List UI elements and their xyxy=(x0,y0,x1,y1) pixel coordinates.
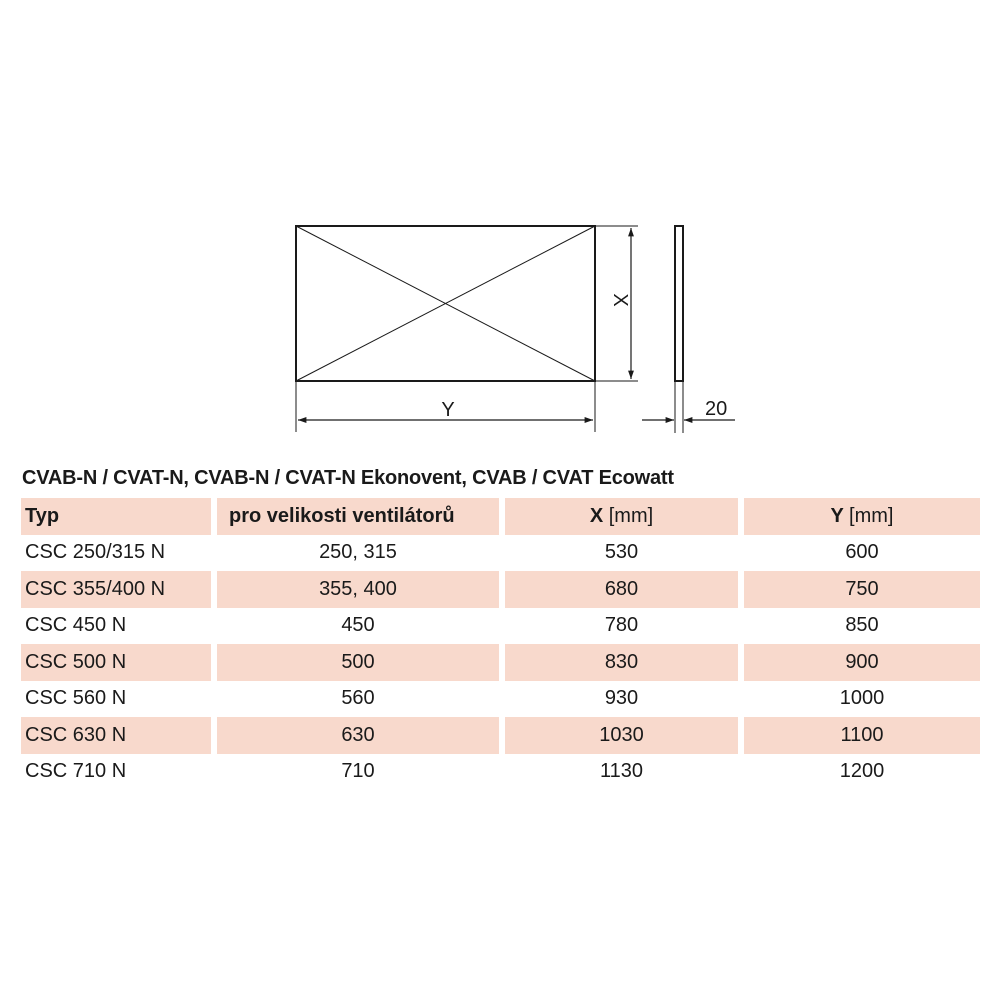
cell-y: 1000 xyxy=(839,687,885,710)
cell-ventilator: 500 xyxy=(217,644,499,681)
cell-y: 900 xyxy=(744,644,980,681)
cell-typ: CSC 250/315 N xyxy=(25,541,166,564)
header-x-label: X xyxy=(589,504,604,527)
cell-x: 830 xyxy=(505,644,738,681)
dimension-table xyxy=(15,498,986,790)
table-row xyxy=(21,681,980,718)
table-header-row xyxy=(21,498,980,535)
cell-typ: CSC 355/400 N xyxy=(21,571,211,608)
cell-typ: CSC 630 N xyxy=(21,717,211,754)
cell-x: 680 xyxy=(505,571,738,608)
header-y-unit: [mm] xyxy=(849,504,894,527)
cell-x: 1030 xyxy=(505,717,738,754)
cell-ventilator: 630 xyxy=(217,717,499,754)
cell-x: 780 xyxy=(604,614,639,637)
cell-ventilator: 250, 315 xyxy=(319,541,397,564)
cell-ventilator: 355, 400 xyxy=(217,571,499,608)
dimension-y-label: Y xyxy=(441,399,455,421)
header-ventilator: pro velikosti ventilátorů xyxy=(217,498,499,535)
header-typ: Typ xyxy=(21,498,211,535)
header-y-label: Y xyxy=(830,504,844,527)
cell-x: 1130 xyxy=(599,760,643,783)
table-title: CVAB-N / CVAT-N, CVAB-N / CVAT-N Ekonovent, CVAB / CVAT Ecowatt xyxy=(22,467,674,489)
table-row xyxy=(21,644,980,681)
thickness-label: 20 xyxy=(705,398,728,420)
header-x xyxy=(505,498,738,535)
cell-typ: CSC 710 N xyxy=(25,760,127,783)
filter-side-view xyxy=(675,226,683,381)
table-row xyxy=(21,571,980,608)
filter-dimension-drawing xyxy=(0,0,1000,450)
table-row xyxy=(21,535,980,572)
cell-ventilator: 450 xyxy=(341,614,375,637)
header-y xyxy=(744,498,980,535)
cell-ventilator: 710 xyxy=(341,760,375,783)
cell-y: 600 xyxy=(845,541,879,564)
dimension-x-label: X xyxy=(609,293,631,307)
cell-y: 750 xyxy=(744,571,980,608)
cell-x: 930 xyxy=(604,687,639,710)
cell-ventilator: 560 xyxy=(341,687,375,710)
cell-typ: CSC 560 N xyxy=(25,687,127,710)
table-row xyxy=(21,754,980,791)
cell-y: 1100 xyxy=(744,717,980,754)
cell-x: 530 xyxy=(604,541,639,564)
filter-front-view xyxy=(296,226,595,381)
table-row xyxy=(21,608,980,645)
cell-y: 850 xyxy=(845,614,879,637)
cell-typ: CSC 500 N xyxy=(21,644,211,681)
cell-y: 1200 xyxy=(839,760,885,783)
cell-typ: CSC 450 N xyxy=(25,614,127,637)
header-x-unit: [mm] xyxy=(608,504,654,527)
table-row xyxy=(21,717,980,754)
